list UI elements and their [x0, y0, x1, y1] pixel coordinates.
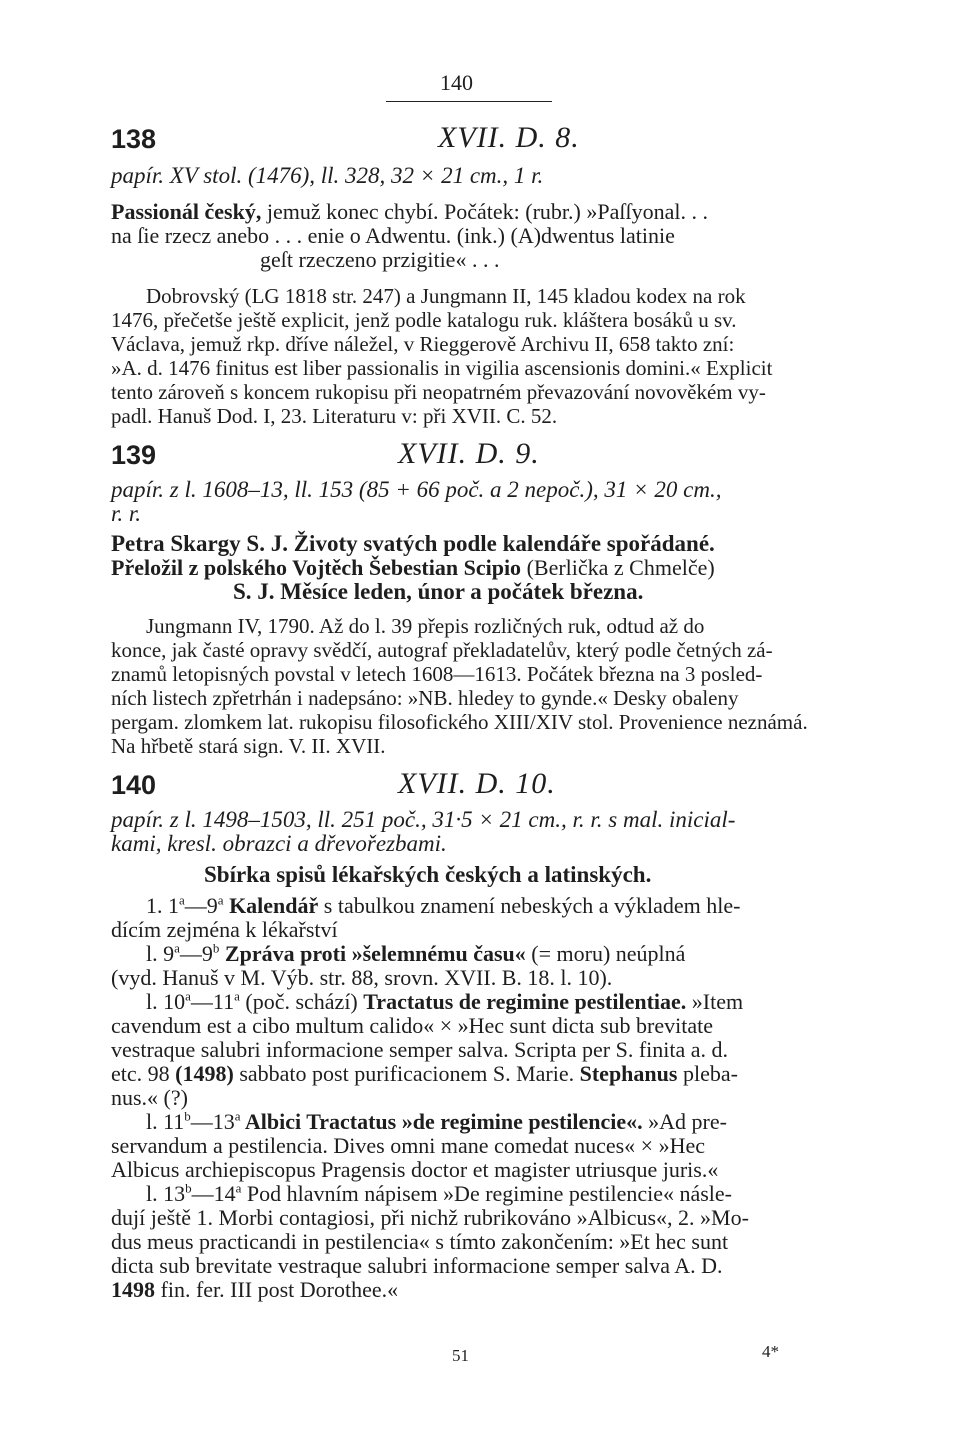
item-2-sup: a	[174, 940, 180, 956]
item-4-ref: l. 11	[146, 1109, 185, 1134]
item-4-bold: Albici Tractatus »de regimine pestilencie«.	[240, 1109, 643, 1134]
entry-body-139-line: konce, jak časté opravy svědčí, autograf překladatelův, který podle četných zá-	[111, 638, 773, 662]
item-3-bold: Tractatus de regimine pestilentiae.	[363, 989, 687, 1014]
item-5-ref: l. 13	[146, 1181, 186, 1206]
entry-meta-140-line1: papír. z l. 1498–1503, ll. 251 poč., 31·5 × 21 cm., r. r. s mal. inicial-	[111, 807, 736, 832]
entry-meta-138: papír. XV stol. (1476), ll. 328, 32 × 21 cm., 1 r.	[111, 163, 544, 188]
item-2-text: (= moru) neúplná	[525, 941, 686, 966]
entry-title-138-rest: jemuž konec chybí. Počátek: (rubr.) »Paſſyonal. . .	[261, 199, 708, 224]
item-4-sup: a	[234, 1108, 241, 1124]
item-5-sup: b	[185, 1180, 192, 1196]
page-number: 140	[440, 70, 473, 95]
item-3-ref: l. 10	[146, 989, 186, 1014]
item-1-ref-end: —9	[184, 893, 218, 918]
entry-meta-140-line2: kami, kresl. obrazci a dřevořezbami.	[111, 831, 447, 856]
entry-body-139-line: Jungmann IV, 1790. Až do l. 39 přepis rozličných ruk, odtud až do	[146, 614, 705, 638]
item-3-ref-end: —11	[190, 989, 235, 1014]
item-5-sup: a	[235, 1180, 242, 1196]
item-1-text: s tabulkou znamení nebeských a výkladem hle-	[318, 893, 741, 918]
entry-title-138-bold: Passionál český,	[111, 199, 262, 224]
entry-title-139-line3: S. J. Měsíce leden, únor a počátek března.	[233, 579, 644, 604]
entry-number-138: 138	[111, 124, 157, 154]
header-rule	[386, 101, 552, 102]
entry-title-138-line1	[111, 199, 708, 225]
entry-title-140: Sbírka spisů lékařských českých a latinských.	[204, 862, 652, 887]
item-3-year-bold: (1498)	[175, 1061, 234, 1086]
item-4-line2: servandum a pestilencia. Dives omni mane comedat nuces« × »Hec	[111, 1133, 705, 1158]
item-2-line1	[146, 941, 685, 967]
item-1-line1	[146, 893, 740, 919]
entry-title-139-line2	[111, 555, 715, 581]
item-4-line3: Albicus archiepiscopus Pragensis doctor et magister utriusque juris.«	[111, 1157, 719, 1182]
item-4-ref-end: —13	[190, 1109, 235, 1134]
entry-body-138-line: Václava, jemuž rkp. dříve náležel, v Rieggerově Archivu II, 658 takto zní:	[111, 332, 735, 356]
item-1-sup: a	[179, 892, 185, 908]
item-3-name-bold: Stephanus	[579, 1061, 678, 1086]
entry-body-139-line: Na hřbetě stará sign. V. II. XVII.	[111, 734, 386, 758]
item-5-line5	[111, 1277, 398, 1303]
entry-meta-139-line1: papír. z l. 1608–13, ll. 153 (85 + 66 poč. a 2 nepoč.), 31 × 20 cm.,	[111, 477, 722, 502]
item-4-line1	[146, 1109, 727, 1135]
item-2-bold: Zpráva proti »šelemnému času«	[219, 941, 526, 966]
item-3-line3: vestraque salubri informacione semper salva. Scripta per S. finita a. d.	[111, 1037, 729, 1062]
item-3-line5: nus.« (?)	[111, 1085, 188, 1110]
sheet-mark: 4*	[762, 1342, 779, 1361]
item-3-line2: cavendum est a cibo multum calido« × »Hec sunt dicta sub brevitate	[111, 1013, 713, 1038]
entry-title-138-line3: geſt rzeczeno przigitie« . . .	[260, 247, 500, 272]
entry-body-138-line: Dobrovský (LG 1818 str. 247) a Jungmann II, 145 kladou kodex na rok	[146, 284, 746, 308]
item-5-ref-end: —14	[191, 1181, 236, 1206]
entry-body-139-line: pergam. zlomkem lat. rukopisu filosofického XIII/XIV stol. Provenience neznámá.	[111, 710, 808, 734]
item-2-ref-end: —9	[179, 941, 213, 966]
item-3-sup: a	[185, 988, 191, 1004]
item-3-sup: a	[234, 988, 240, 1004]
entry-signature-140: XVII. D. 10.	[398, 767, 556, 800]
item-2-sup: b	[212, 940, 220, 956]
entry-title-138-line2: na ſie rzecz anebo . . . enie o Adwentu. (ink.) (A)dwentus latinie	[111, 223, 675, 248]
item-4-text: »Ad pre-	[642, 1109, 727, 1134]
entry-body-138-line: »A. d. 1476 finitus est liber passionalis in vigilia ascensionis domini.« Explicit	[111, 356, 773, 380]
signature-mark: 51	[452, 1346, 469, 1365]
item-1-bold: Kalendář	[223, 893, 319, 918]
entry-signature-138: XVII. D. 8.	[438, 121, 580, 154]
entry-body-139-line: ních listech zpřetrhán i nadepsáno: »NB. hledey to gynde.« Desky obaleny	[111, 686, 739, 710]
entry-title-139-rest: (Berlička z Chmelče)	[521, 555, 715, 580]
item-1-sup: a	[217, 892, 224, 908]
item-3-line4	[111, 1061, 738, 1087]
item-3-text: etc. 98	[111, 1061, 176, 1086]
item-3-line1	[146, 989, 743, 1015]
entry-title-139-line1: Petra Skargy S. J. Životy svatých podle kalendáře spořádané.	[111, 531, 715, 556]
item-2-line2: (vyd. Hanuš v M. Výb. str. 88, srovn. XVII. B. 18. l. 10).	[111, 965, 613, 990]
item-5-text: fin. fer. III post Dorothee.«	[155, 1277, 399, 1302]
item-5-line3: dus meus practicandi in pestilencia« s tímto zakončením: »Et hec sunt	[111, 1229, 729, 1254]
entry-signature-139: XVII. D. 9.	[398, 437, 540, 470]
item-5-year-bold: 1498	[111, 1277, 155, 1302]
item-3-text: »Item	[686, 989, 744, 1014]
entry-body-138-line: tento zároveň s koncem rukopisu při neopatrném převazování novověkém vy-	[111, 380, 766, 404]
item-3-note: (poč. schází)	[239, 989, 364, 1014]
item-3-text: pleba-	[677, 1061, 738, 1086]
entry-title-139-bold: Přeložil z polského Vojtěch Šebestian Scipio	[111, 555, 522, 580]
entry-body-138-line: padl. Hanuš Dod. I, 23. Literaturu v: při XVII. C. 52.	[111, 404, 558, 428]
entry-meta-139-line2: r. r.	[111, 501, 142, 526]
item-5-line2: dují ještě 1. Morbi contagiosi, při nichž rubrikováno »Albicus«, 2. »Mo-	[111, 1205, 749, 1230]
item-3-text: sabbato post purificacionem S. Marie.	[233, 1061, 580, 1086]
item-1-line2: dícím zejména k lékařství	[111, 917, 338, 942]
entry-body-138-line: 1476, přečetše ještě explicit, jenž podle katalogu ruk. kláštera bosáků u sv.	[111, 308, 737, 332]
item-5-line1	[146, 1181, 732, 1207]
item-2-ref: l. 9	[146, 941, 175, 966]
entry-number-139: 139	[111, 440, 157, 470]
entry-number-140: 140	[111, 770, 157, 800]
item-5-line4: dicta sub brevitate vestraque salubri informacione semper salva A. D.	[111, 1253, 723, 1278]
item-1-ref: 1. 1	[146, 893, 179, 918]
entry-body-139-line: znamů letopisných povstal v letech 1608—1613. Počátek března na 3 posled-	[111, 662, 763, 686]
item-5-text: Pod hlavním nápisem »De regimine pestilencie« násle-	[241, 1181, 733, 1206]
item-4-sup: b	[184, 1108, 191, 1124]
